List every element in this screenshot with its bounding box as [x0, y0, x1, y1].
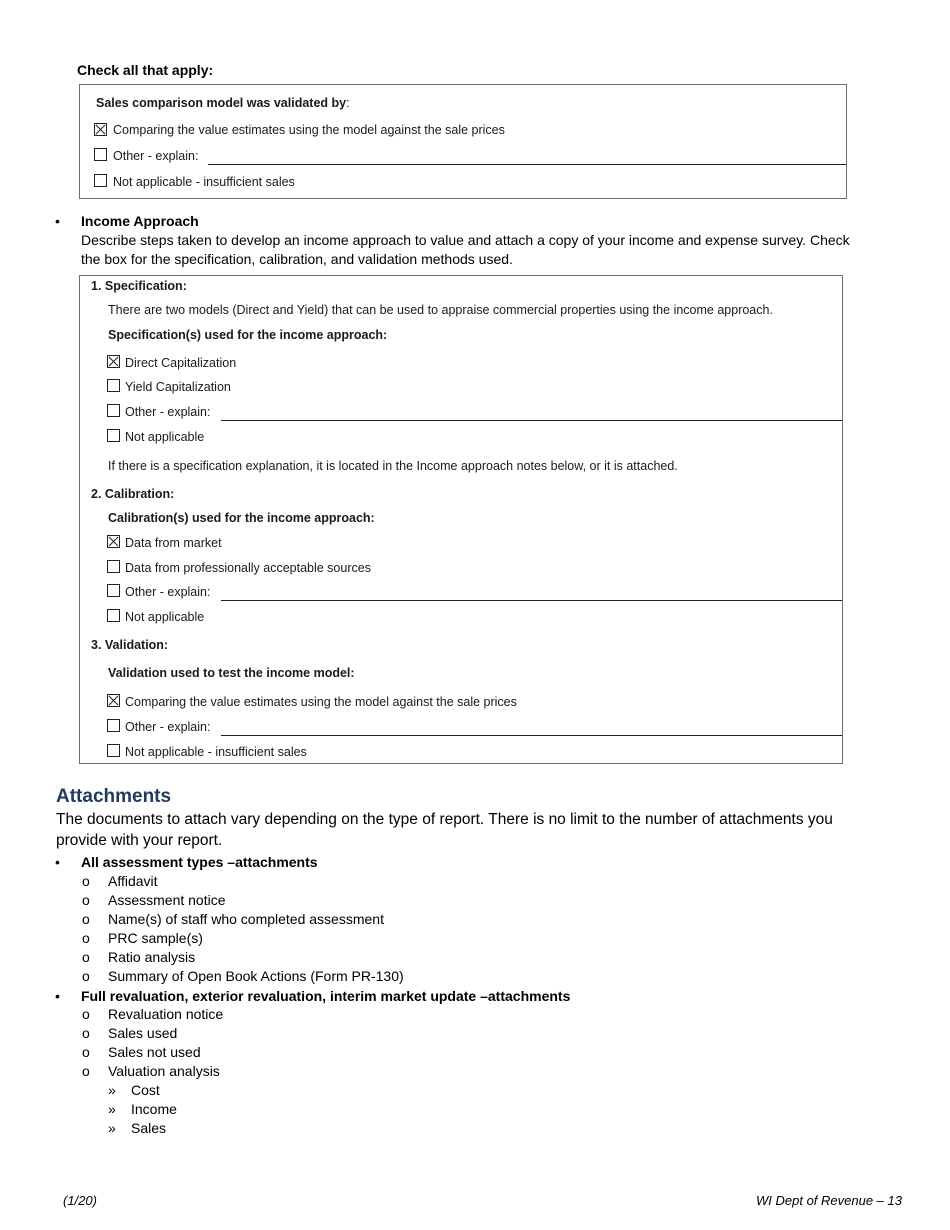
val-other-checkbox[interactable] [107, 719, 120, 732]
spec-other-label: Other - explain: [125, 405, 211, 419]
income-desc-line1: Describe steps taken to develop an income approach to value and attach a copy of your income and expense survey. Check [81, 232, 850, 248]
chevron-bullet-icon: » [108, 1120, 116, 1136]
income-desc-line2: the box for the specification, calibration, and validation methods used. [81, 251, 513, 267]
list-item: Valuation analysis [108, 1063, 220, 1079]
val-other-explain-line[interactable] [221, 735, 842, 736]
data-professional-label: Data from professionally acceptable sources [125, 561, 371, 575]
bullet-icon: • [55, 988, 60, 1004]
sub-bullet-icon: o [82, 930, 90, 946]
sales-other-checkbox[interactable] [94, 148, 107, 161]
val-na-checkbox[interactable] [107, 744, 120, 757]
check-all-heading: Check all that apply: [77, 62, 214, 78]
data-professional-checkbox[interactable] [107, 560, 120, 573]
yield-cap-label: Yield Capitalization [125, 380, 231, 394]
data-market-checkbox[interactable] [107, 535, 120, 548]
cal-other-label: Other - explain: [125, 585, 211, 599]
spec-other-checkbox[interactable] [107, 404, 120, 417]
income-heading: Income Approach [81, 213, 199, 229]
sub-bullet-icon: o [82, 873, 90, 889]
list-item: Sales used [108, 1025, 178, 1041]
sales-other-label: Other - explain: [113, 149, 199, 163]
cal-other-explain-line[interactable] [221, 600, 842, 601]
list-item: Assessment notice [108, 892, 226, 908]
bullet-icon: • [55, 854, 60, 870]
list-item: PRC sample(s) [108, 930, 203, 946]
spec-note: If there is a specification explanation, it is located in the Income approach notes below, or it is attached. [108, 459, 678, 473]
val-na-label: Not applicable - insufficient sales [125, 745, 307, 759]
list-item: Income [131, 1101, 177, 1117]
sub-bullet-icon: o [82, 892, 90, 908]
cal-subheading: Calibration(s) used for the income approach: [108, 511, 375, 525]
data-market-label: Data from market [125, 536, 222, 550]
direct-cap-label: Direct Capitalization [125, 356, 237, 370]
sub-bullet-icon: o [82, 968, 90, 984]
sub-bullet-icon: o [82, 911, 90, 927]
list-item: Name(s) of staff who completed assessment [108, 911, 384, 927]
sub-bullet-icon: o [82, 1063, 90, 1079]
val-compare-checkbox[interactable] [107, 694, 120, 707]
direct-cap-checkbox[interactable] [107, 355, 120, 368]
sales-na-checkbox[interactable] [94, 174, 107, 187]
spec-heading: 1. Specification: [91, 279, 187, 293]
yield-cap-checkbox[interactable] [107, 379, 120, 392]
list-item: Cost [131, 1082, 160, 1098]
val-compare-label: Comparing the value estimates using the model against the sale prices [125, 695, 517, 709]
sub-bullet-icon: o [82, 1044, 90, 1060]
val-other-label: Other - explain: [125, 720, 211, 734]
attachments-intro-line2: provide with your report. [56, 832, 223, 849]
spec-subheading: Specification(s) used for the income approach: [108, 328, 388, 342]
sales-compare-checkbox[interactable] [94, 123, 107, 136]
cal-na-label: Not applicable [125, 610, 205, 624]
attachments-title: Attachments [56, 786, 172, 807]
spec-other-explain-line[interactable] [221, 420, 842, 421]
cal-heading: 2. Calibration: [91, 487, 175, 501]
chevron-bullet-icon: » [108, 1101, 116, 1117]
spec-intro: There are two models (Direct and Yield) that can be used to appraise commercial properties using the income approach. [108, 303, 773, 317]
sub-bullet-icon: o [82, 1025, 90, 1041]
list-item: Revaluation notice [108, 1006, 224, 1022]
list-item: Ratio analysis [108, 949, 196, 965]
list-item: Affidavit [108, 873, 158, 889]
sub-bullet-icon: o [82, 1006, 90, 1022]
spec-na-checkbox[interactable] [107, 429, 120, 442]
list-item: Sales not used [108, 1044, 201, 1060]
cal-other-checkbox[interactable] [107, 584, 120, 597]
cal-na-checkbox[interactable] [107, 609, 120, 622]
footer-left: (1/20) [63, 1193, 97, 1208]
sales-other-explain-line[interactable] [208, 164, 846, 165]
attachments-intro-line1: The documents to attach vary depending on the type of report. There is no limit to the number of attachments you [56, 811, 833, 828]
bullet-icon: • [55, 213, 60, 229]
val-subheading: Validation used to test the income model: [108, 666, 355, 680]
list-item: Sales [131, 1120, 167, 1136]
sales-compare-label: Comparing the value estimates using the model against the sale prices [113, 123, 505, 137]
group1-title: All assessment types –attachments [81, 854, 318, 870]
list-item: Summary of Open Book Actions (Form PR-130) [108, 968, 404, 984]
footer-right: WI Dept of Revenue – 13 [756, 1193, 902, 1208]
chevron-bullet-icon: » [108, 1082, 116, 1098]
sales-validation-title: Sales comparison model was validated by: [96, 96, 350, 110]
spec-na-label: Not applicable [125, 430, 205, 444]
sales-na-label: Not applicable - insufficient sales [113, 175, 295, 189]
group2-title: Full revaluation, exterior revaluation, interim market update –attachments [81, 988, 571, 1004]
sub-bullet-icon: o [82, 949, 90, 965]
val-heading: 3. Validation: [91, 638, 169, 652]
